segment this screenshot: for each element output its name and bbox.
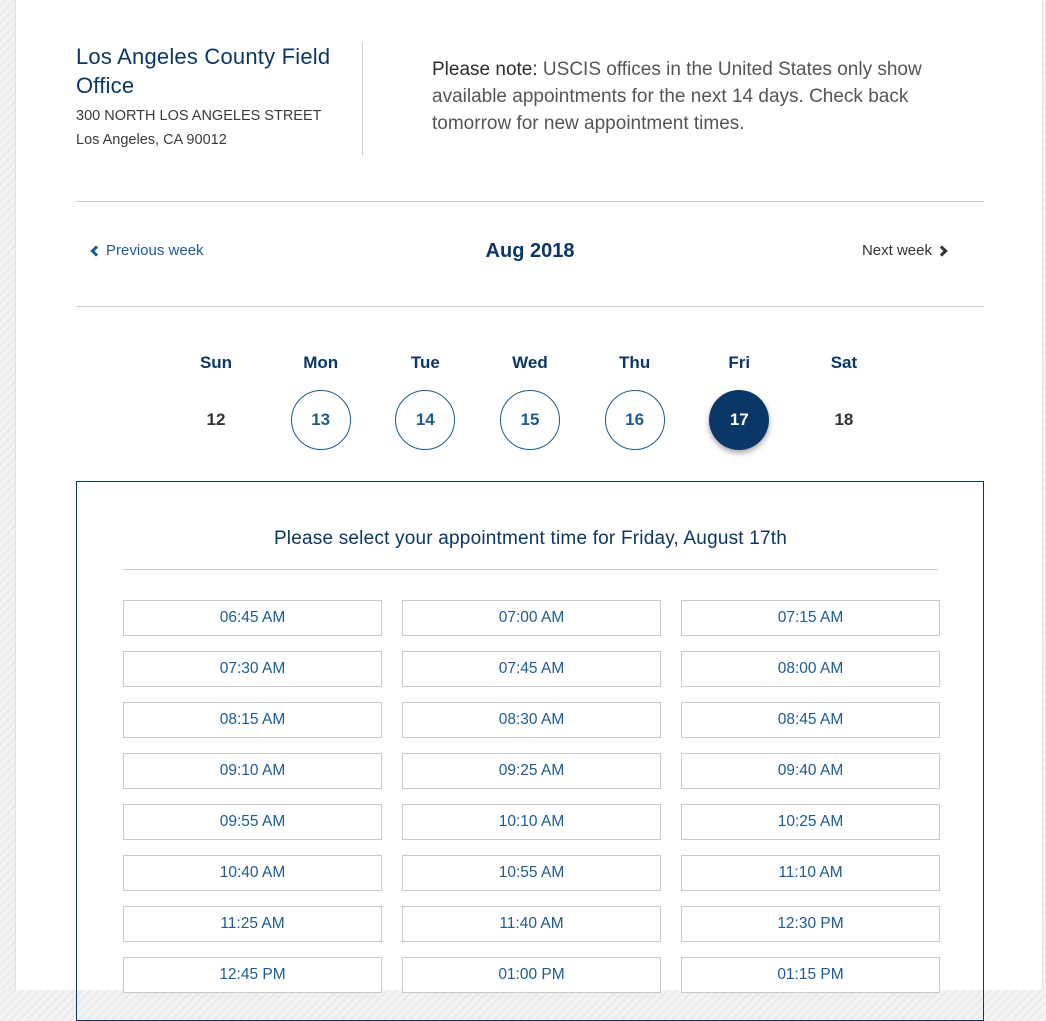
address-line-1: 300 NORTH LOS ANGELES STREET (76, 108, 322, 124)
appointment-card (15, 0, 1043, 990)
month-label-wrap (76, 240, 984, 263)
time-slot-button[interactable]: 07:00 AM (402, 600, 661, 636)
time-slots-divider (123, 569, 938, 570)
day-button-16[interactable]: 16 (605, 390, 665, 450)
time-slot-button[interactable]: 09:10 AM (123, 753, 382, 789)
time-slot-button[interactable]: 10:40 AM (123, 855, 382, 891)
note-label: Please note: (432, 59, 538, 80)
day-name: Thu (619, 353, 651, 372)
day-column-wed (500, 350, 560, 460)
day-column-mon (291, 350, 351, 460)
day-column-sun (186, 350, 246, 460)
day-button-17[interactable]: 17 (709, 390, 769, 450)
time-slot-button[interactable]: 09:25 AM (402, 753, 661, 789)
day-column-thu (605, 350, 665, 460)
divider-top (76, 201, 984, 202)
day-name: Sat (830, 353, 858, 372)
time-slot-button[interactable]: 07:15 AM (681, 600, 940, 636)
address-line-2: Los Angeles, CA 90012 (76, 132, 227, 148)
time-slot-button[interactable]: 01:15 PM (681, 957, 940, 993)
day-column-tue (395, 350, 455, 460)
time-slot-button[interactable]: 01:00 PM (402, 957, 661, 993)
office-address (76, 104, 362, 152)
day-button-14[interactable]: 14 (395, 390, 455, 450)
previous-week-label: Previous week (106, 242, 204, 259)
time-slot-button[interactable]: 11:40 AM (402, 906, 661, 942)
time-slot-button[interactable]: 08:30 AM (402, 702, 661, 738)
day-name: Tue (410, 353, 440, 372)
chevron-left-icon (90, 245, 101, 256)
chevron-right-icon (936, 245, 947, 256)
time-slot-button[interactable]: 07:45 AM (402, 651, 661, 687)
time-slot-button[interactable]: 08:00 AM (681, 651, 940, 687)
day-name: Wed (512, 353, 548, 372)
day-name: Fri (728, 353, 751, 372)
time-slot-button[interactable]: 08:15 AM (123, 702, 382, 738)
day-name: Mon (303, 353, 339, 372)
day-column-sat (814, 350, 874, 460)
time-slot-button[interactable]: 09:55 AM (123, 804, 382, 840)
time-slots-grid (123, 600, 939, 993)
day-button-18: 18 (834, 410, 854, 429)
office-name: Los Angeles County Field Office (76, 44, 331, 98)
time-slot-button[interactable]: 06:45 AM (123, 600, 382, 636)
day-button-15[interactable]: 15 (500, 390, 560, 450)
time-slot-button[interactable]: 10:55 AM (402, 855, 661, 891)
time-slot-button[interactable]: 10:25 AM (681, 804, 940, 840)
month-label: Aug 2018 (485, 240, 575, 262)
week-days (186, 350, 874, 460)
previous-week-link[interactable] (92, 242, 204, 259)
time-slot-button[interactable]: 12:45 PM (123, 957, 382, 993)
availability-note (432, 56, 992, 137)
next-week-label: Next week (861, 242, 932, 259)
time-slot-button[interactable]: 11:25 AM (123, 906, 382, 942)
day-column-fri (709, 350, 769, 460)
office-info (76, 42, 363, 156)
time-slot-button[interactable]: 11:10 AM (681, 855, 940, 891)
time-slot-button[interactable]: 07:30 AM (123, 651, 382, 687)
time-slots-panel (76, 481, 984, 1021)
day-button-13[interactable]: 13 (291, 390, 351, 450)
divider-week (76, 306, 984, 307)
next-week-link[interactable] (862, 242, 946, 259)
time-slot-button[interactable]: 10:10 AM (402, 804, 661, 840)
time-slot-button[interactable]: 08:45 AM (681, 702, 940, 738)
time-slot-button[interactable]: 12:30 PM (681, 906, 940, 942)
day-name: Sun (199, 353, 233, 372)
note-text: USCIS offices in the United States only show available appointments for the next 14 days. Check back tomorrow for new appointment times. (432, 59, 922, 134)
week-navigation (76, 228, 984, 280)
day-button-12: 12 (206, 410, 226, 429)
time-slots-title: Please select your appointment time for Friday, August 17th (273, 528, 788, 549)
time-slot-button[interactable]: 09:40 AM (681, 753, 940, 789)
